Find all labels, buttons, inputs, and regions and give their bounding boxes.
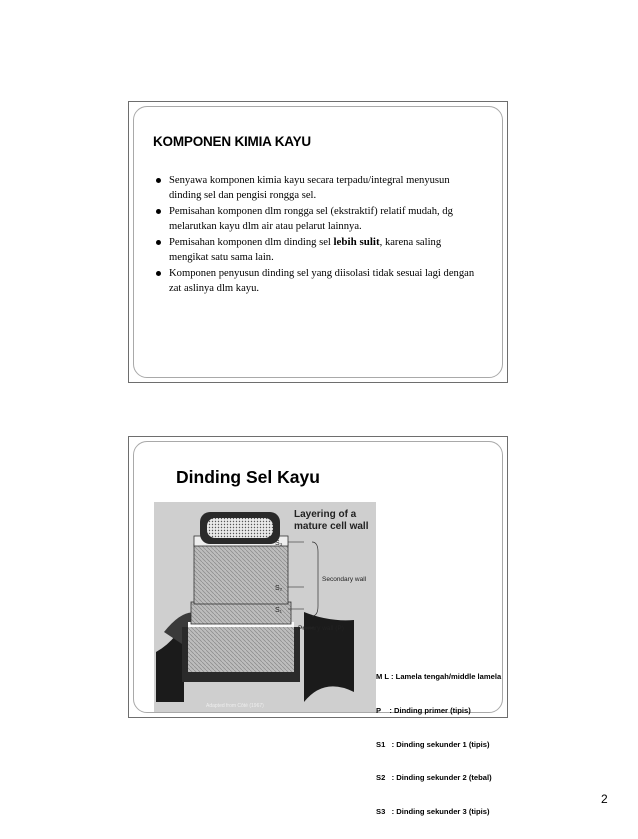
bullet-text: Komponen penyusun dinding sel yang diisolasi tidak sesuai lagi dengan zat aslinya dlm kayu. xyxy=(169,268,475,294)
label-s2: S₂ xyxy=(275,585,283,592)
bullet-text: Senyawa komponen kimia kayu secara terpadu/integral menyusun dinding sel dan pengisi rongga sel. xyxy=(169,175,450,201)
figure-heading-line1: Layering of a xyxy=(294,509,357,520)
legend-item-s1: S1 : Dinding sekunder 1 (tipis) xyxy=(376,739,490,749)
bullet-text-start: Pemisahan komponen dlm dinding sel xyxy=(169,237,334,248)
slide-title: KOMPONEN KIMIA KAYU xyxy=(153,134,311,149)
bullet-list xyxy=(152,173,482,297)
legend-item-s2: S2 : Dinding sekunder 2 (tebal) xyxy=(376,773,492,783)
cell-wall-illustration xyxy=(154,502,376,712)
legend-item-ml: M L : Lamela tengah/middle lamela xyxy=(376,672,502,682)
cell-wall-figure xyxy=(154,502,376,712)
bullet-item xyxy=(152,204,482,234)
bullet-item xyxy=(152,173,482,203)
label-s1: S₁ xyxy=(275,607,283,614)
label-s3: S₃ xyxy=(275,540,283,547)
figure-heading-line2: mature cell wall xyxy=(294,521,369,532)
bullet-text: Pemisahan komponen dlm rongga sel (ekstraktif) relatif mudah, dg melarutkan kayu dlm air atau pelarut lainnya. xyxy=(169,206,453,232)
slide-dinding-sel-kayu xyxy=(128,436,508,816)
bullet-text-end: , karena saling mengikat satu sama lain. xyxy=(169,237,442,263)
slide-komponen-kimia-kayu xyxy=(128,101,508,383)
label-primary-wall: Primary wall (P) xyxy=(298,625,344,632)
legend-item-p: P : Dinding primer (tipis) xyxy=(376,706,471,716)
slide-title: Dinding Sel Kayu xyxy=(176,467,320,487)
figure-credit: Adapted from Côté (1967) xyxy=(206,703,264,709)
bullet-item xyxy=(152,266,482,296)
bullet-bold-text: lebih sulit xyxy=(333,236,380,248)
bullet-item xyxy=(152,235,482,265)
slide-frame xyxy=(133,106,503,378)
page-number: 2 xyxy=(601,792,608,806)
legend-item-s3: S3 : Dinding sekunder 3 (tipis) xyxy=(376,806,490,816)
label-secondary-wall: Secondary wall xyxy=(322,576,367,583)
layer-legend xyxy=(376,649,501,839)
slide-frame xyxy=(133,441,503,816)
